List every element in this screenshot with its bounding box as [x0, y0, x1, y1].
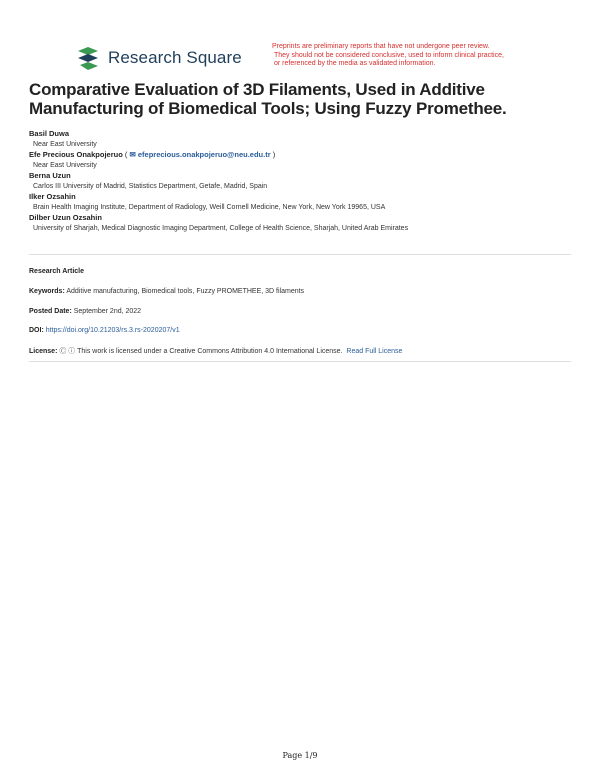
read-full-license-link[interactable]: Read Full License: [346, 348, 403, 355]
email-address: efeprecious.onakpojeruo@neu.edu.tr: [137, 150, 271, 159]
doi-link[interactable]: https://doi.org/10.21203/rs.3.rs-2020207/v1: [45, 327, 180, 334]
posted-date-value: September 2nd, 2022: [73, 308, 142, 315]
author-name[interactable]: Dilber Uzun Ozsahin: [29, 213, 102, 222]
disclaimer-line: or referenced by the media as validated information.: [274, 60, 436, 67]
posted-date-label: Posted Date:: [29, 308, 72, 315]
research-square-logo-icon: [76, 45, 102, 71]
author-name-row: [29, 150, 589, 160]
email-link[interactable]: [129, 150, 270, 159]
doi-row: [29, 327, 180, 334]
preprint-disclaimer: [272, 43, 542, 69]
section-divider: [29, 254, 571, 255]
author-name[interactable]: Efe Precious Onakpojeruo: [29, 150, 123, 159]
email-wrapper: ( ✉ efeprecious.onakpojeruo@neu.edu.tr ): [124, 150, 276, 159]
brand-name: Research Square: [108, 48, 242, 67]
author-affiliation: Near East University: [33, 141, 97, 148]
article-type: [29, 268, 84, 275]
keywords-value: Additive manufacturing, Biomedical tools, Fuzzy PROMETHEE, 3D filaments: [66, 288, 305, 295]
keywords-row: [29, 288, 304, 295]
posted-date-row: [29, 308, 141, 315]
keywords-label: Keywords:: [29, 288, 65, 295]
license-text: This work is licensed under a Creative Commons Attribution 4.0 International License.: [77, 348, 343, 355]
author-affiliation: Carlos III University of Madrid, Statistics Department, Getafe, Madrid, Spain: [33, 183, 268, 190]
author-entry: [29, 192, 589, 213]
creative-commons-icon: Ⓒ ⓘ: [59, 348, 76, 355]
paper-title: Comparative Evaluation of 3D Filaments, Used in Additive Manufacturing of Biomedical Tools; Using Fuzzy Promethee.: [29, 80, 507, 118]
author-name[interactable]: Basil Duwa: [29, 129, 70, 138]
section-divider: [29, 361, 571, 362]
author-list: [29, 129, 589, 234]
author-affiliation: Brain Health Imaging Institute, Department of Radiology, Weill Cornell Medicine, New York, New York 19965, USA: [33, 204, 386, 211]
author-affiliation: University of Sharjah, Medical Diagnostic Imaging Department, College of Health Science, Sharjah, United Arab Emirates: [33, 225, 409, 232]
research-square-logo[interactable]: [76, 45, 242, 71]
author-entry: [29, 150, 589, 171]
doi-label: DOI:: [29, 327, 44, 334]
license-row: [29, 346, 402, 356]
disclaimer-line: They should not be considered conclusive, used to inform clinical practice,: [274, 51, 504, 59]
article-type-label: Research Article: [29, 268, 84, 275]
page-number: Page 1/9: [282, 751, 318, 760]
author-entry: [29, 213, 589, 234]
disclaimer-line: Preprints are preliminary reports that have not undergone peer review.: [272, 43, 490, 50]
author-name[interactable]: Berna Uzun: [29, 171, 71, 180]
author-entry: [29, 171, 589, 192]
author-name[interactable]: Ilker Ozsahin: [29, 192, 76, 201]
author-affiliation: Near East University: [33, 162, 97, 169]
author-entry: [29, 129, 589, 150]
license-label: License:: [29, 348, 58, 355]
envelope-icon: ✉: [129, 150, 136, 159]
